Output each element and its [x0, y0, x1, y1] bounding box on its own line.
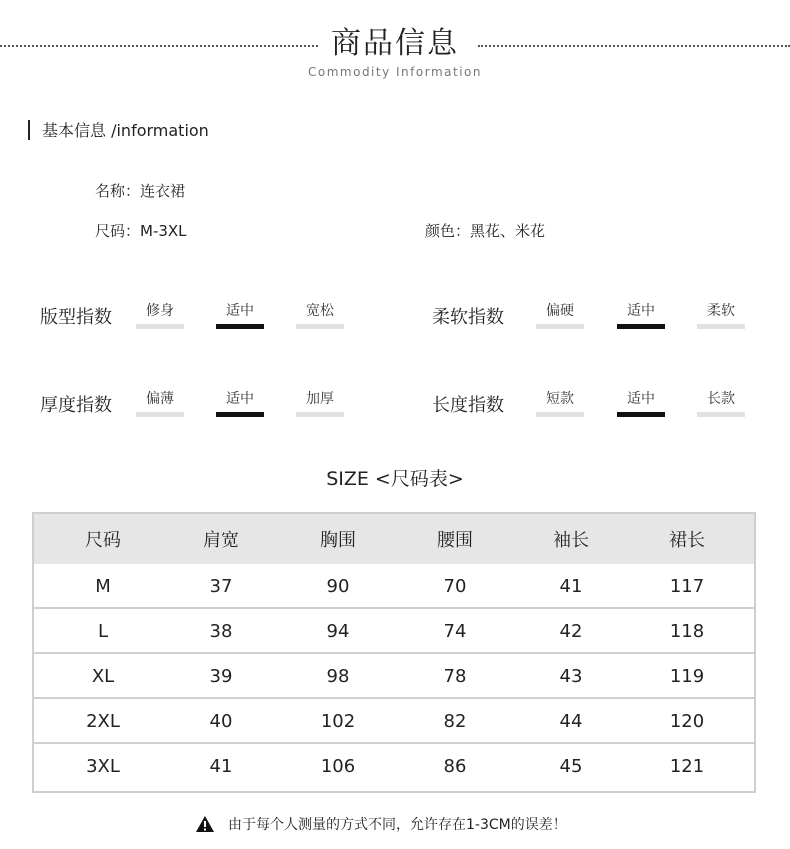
- table-header-cell: 尺码: [85, 530, 121, 551]
- index-option-label: 宽松: [306, 303, 334, 319]
- index-option: [536, 300, 584, 320]
- table-cell: 44: [559, 711, 583, 732]
- table-cell: 2XL: [86, 711, 120, 732]
- table-cell: 3XL: [86, 756, 120, 777]
- index-option: [216, 300, 264, 320]
- table-row: [34, 744, 754, 789]
- table-cell: 90: [326, 576, 350, 597]
- table-row: [34, 654, 754, 699]
- table-header-cell: 腰围: [437, 530, 473, 551]
- table-cell: 82: [443, 711, 467, 732]
- index-option: [296, 300, 344, 320]
- index-option: [617, 300, 665, 320]
- table-cell: 41: [209, 756, 233, 777]
- index-label: 长度指数: [432, 395, 504, 416]
- table-cell: M: [95, 576, 111, 597]
- index-label: 柔软指数: [432, 307, 504, 328]
- index-option: [136, 300, 184, 320]
- table-cell: 38: [209, 621, 233, 642]
- index-option-label: 偏硬: [546, 303, 574, 319]
- index-option-label: 短款: [546, 391, 574, 407]
- index-option: [617, 388, 665, 408]
- table-row: [34, 564, 754, 609]
- table-cell: 98: [326, 666, 350, 687]
- table-cell: 121: [669, 756, 705, 777]
- page-subtitle: Commodity Information: [308, 65, 482, 79]
- index-option: [697, 300, 745, 320]
- table-cell: L: [97, 621, 109, 642]
- warning-icon: [196, 816, 214, 832]
- table-cell: 39: [209, 666, 233, 687]
- product-name: 名称：连衣裙: [95, 182, 186, 200]
- index-bar: [136, 324, 184, 329]
- index-option-label: 适中: [226, 391, 254, 407]
- index-bar: [697, 412, 745, 417]
- table-cell: 117: [669, 576, 705, 597]
- index-option: [296, 388, 344, 408]
- page-title: 商品信息: [0, 24, 790, 64]
- footer-note-text: 由于每个人测量的方式不同，允许存在1-3CM的误差！: [228, 817, 567, 833]
- index-label: 厚度指数: [40, 395, 112, 416]
- table-row: [34, 609, 754, 654]
- table-cell: 45: [559, 756, 583, 777]
- section-title: 基本信息 /information: [42, 121, 209, 140]
- table-header-cell: 袖长: [553, 530, 589, 551]
- index-bar-selected: [617, 412, 665, 417]
- index-bar-selected: [216, 324, 264, 329]
- table-cell: 120: [669, 711, 705, 732]
- table-cell: 74: [443, 621, 467, 642]
- table-cell: 42: [559, 621, 583, 642]
- index-option-label: 适中: [627, 303, 655, 319]
- table-row: [34, 699, 754, 744]
- footer-note: [196, 814, 567, 834]
- table-cell: 41: [559, 576, 583, 597]
- index-bar: [136, 412, 184, 417]
- table-cell: 106: [320, 756, 356, 777]
- index-bar-selected: [216, 412, 264, 417]
- table-header-cell: 胸围: [320, 530, 356, 551]
- table-header-cell: 裙长: [669, 530, 705, 551]
- table-header: [34, 514, 754, 564]
- size-table: [32, 512, 756, 793]
- index-bar: [536, 324, 584, 329]
- index-bar-selected: [617, 324, 665, 329]
- table-cell: 94: [326, 621, 350, 642]
- index-option-label: 修身: [146, 303, 174, 319]
- index-bar: [296, 324, 344, 329]
- product-size: 尺码：M-3XL: [95, 222, 187, 240]
- table-header-cell: 肩宽: [203, 530, 239, 551]
- size-table-title: SIZE <尺码表>: [326, 468, 464, 490]
- table-cell: 70: [443, 576, 467, 597]
- table-cell: 37: [209, 576, 233, 597]
- table-cell: 119: [669, 666, 705, 687]
- index-bar: [536, 412, 584, 417]
- index-option-label: 适中: [627, 391, 655, 407]
- table-cell: 43: [559, 666, 583, 687]
- index-label: 版型指数: [40, 307, 112, 328]
- table-cell: 102: [320, 711, 356, 732]
- index-option: [136, 388, 184, 408]
- section-marker: [28, 120, 30, 140]
- product-color: 颜色：黑花、米花: [425, 222, 546, 240]
- index-option-label: 柔软: [707, 303, 735, 319]
- table-cell: 78: [443, 666, 467, 687]
- index-option-label: 适中: [226, 303, 254, 319]
- index-option-label: 偏薄: [146, 391, 174, 407]
- index-option: [697, 388, 745, 408]
- index-option: [536, 388, 584, 408]
- table-cell: 118: [669, 621, 705, 642]
- index-bar: [697, 324, 745, 329]
- table-cell: 40: [209, 711, 233, 732]
- index-option-label: 长款: [707, 391, 735, 407]
- index-option-label: 加厚: [306, 391, 334, 407]
- index-option: [216, 388, 264, 408]
- index-bar: [296, 412, 344, 417]
- table-cell: 86: [443, 756, 467, 777]
- table-cell: XL: [91, 666, 115, 687]
